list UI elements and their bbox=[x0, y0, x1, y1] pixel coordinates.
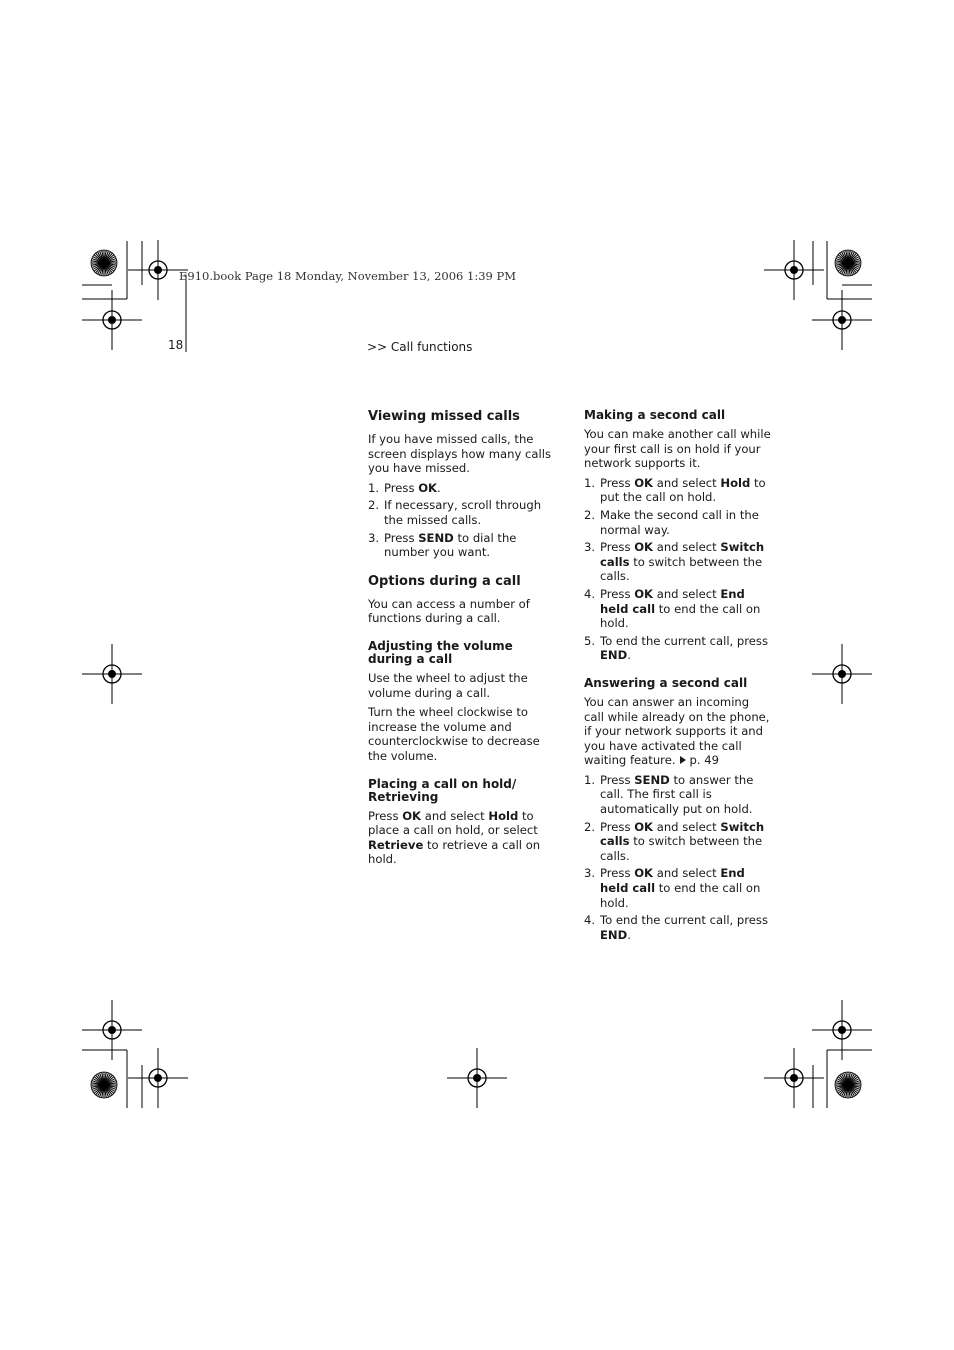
step-number: 1. bbox=[584, 772, 596, 787]
step-number: 2. bbox=[368, 498, 380, 513]
step-number: 5. bbox=[584, 633, 596, 648]
step-number: 3. bbox=[368, 530, 380, 545]
print-header: E910.book Page 18 Monday, November 13, 2006 1:39 PM bbox=[179, 269, 516, 283]
subsection-title-adjusting-volume: Adjusting the volume during a call bbox=[368, 638, 513, 666]
running-head: >> Call functions bbox=[367, 340, 473, 354]
registration-target-center bbox=[838, 316, 846, 324]
step-number: 3. bbox=[584, 866, 596, 881]
section-title-viewing-missed-calls: Viewing missed calls bbox=[368, 409, 520, 424]
subsection-title-placing-on-hold: Placing a call on hold/ Retrieving bbox=[368, 776, 517, 804]
list-item: 2. Press OK and select Switch calls to switch between the calls. bbox=[584, 819, 765, 863]
subsection-title-answering-second-call: Answering a second call bbox=[584, 675, 748, 690]
step-number: 3. bbox=[584, 540, 596, 555]
registration-target-center bbox=[473, 1074, 481, 1082]
registration-target-center bbox=[108, 1026, 116, 1034]
step-number: 1. bbox=[368, 480, 380, 495]
second-intro: You can make another call while your first call is on hold if your network supports it. bbox=[584, 427, 771, 471]
list-item: 5. To end the current call, press END. bbox=[584, 633, 769, 663]
list-item: 3. Press OK and select End held call to end the call on hold. bbox=[584, 866, 761, 910]
registration-target-center bbox=[108, 316, 116, 324]
section-title-options-during-call: Options during a call bbox=[368, 573, 521, 589]
hold-paragraph: Press OK and select Hold to place a call on hold, or select Retrieve to retrieve a call on hold. bbox=[368, 808, 541, 867]
page-reference: p. 49 bbox=[689, 753, 719, 768]
second-steps bbox=[584, 476, 772, 663]
viewing-steps bbox=[368, 481, 556, 560]
step-number: 1. bbox=[584, 475, 596, 490]
list-item: 1. Press OK and select Hold to put the call on hold. bbox=[584, 475, 766, 505]
registration-target-center bbox=[838, 1026, 846, 1034]
list-item: 1. Press SEND to answer the call. The first call is automatically put on hold. bbox=[584, 772, 754, 817]
registration-target-center bbox=[154, 266, 162, 274]
viewing-intro: If you have missed calls, the screen displays how many calls you have missed. bbox=[368, 432, 551, 476]
step-number: 2. bbox=[584, 507, 596, 522]
list-item: 3. Press OK and select Switch calls to switch between the calls. bbox=[584, 540, 765, 584]
page-reference-arrow-icon bbox=[680, 756, 686, 764]
right-column bbox=[584, 409, 772, 947]
list-item: 2. If necessary, scroll through the missed calls. bbox=[368, 498, 542, 527]
step-number: 2. bbox=[584, 819, 596, 834]
page-number: 18 bbox=[168, 338, 184, 352]
volume-paragraph-1: Use the wheel to adjust the volume during a call. bbox=[368, 670, 528, 700]
subsection-title-making-second-call: Making a second call bbox=[584, 408, 726, 422]
step-number: 4. bbox=[584, 913, 596, 928]
registration-target-center bbox=[838, 670, 846, 678]
answering-steps bbox=[584, 773, 772, 943]
registration-target-center bbox=[154, 1074, 162, 1082]
list-item: 4. To end the current call, press END. bbox=[584, 913, 769, 942]
left-column bbox=[368, 409, 556, 872]
step-number: 4. bbox=[584, 586, 596, 601]
registration-target-center bbox=[790, 1074, 798, 1082]
volume-paragraph-2: Turn the wheel clockwise to increase the volume and counterclockwise to decrease the volume. bbox=[368, 705, 540, 763]
registration-target-center bbox=[790, 266, 798, 274]
list-item: 1. Press OK. bbox=[368, 480, 441, 495]
options-intro: You can access a number of functions during a call. bbox=[368, 596, 530, 626]
list-item: 4. Press OK and select End held call to end the call on hold. bbox=[584, 586, 761, 631]
registration-target-center bbox=[108, 670, 116, 678]
list-item: 2. Make the second call in the normal way. bbox=[584, 507, 759, 537]
list-item: 3. Press SEND to dial the number you want. bbox=[368, 530, 517, 560]
answering-intro: You can answer an incoming call while already on the phone, if your network supports it and you have activated the call waiting feature. p. 49 bbox=[584, 694, 770, 768]
